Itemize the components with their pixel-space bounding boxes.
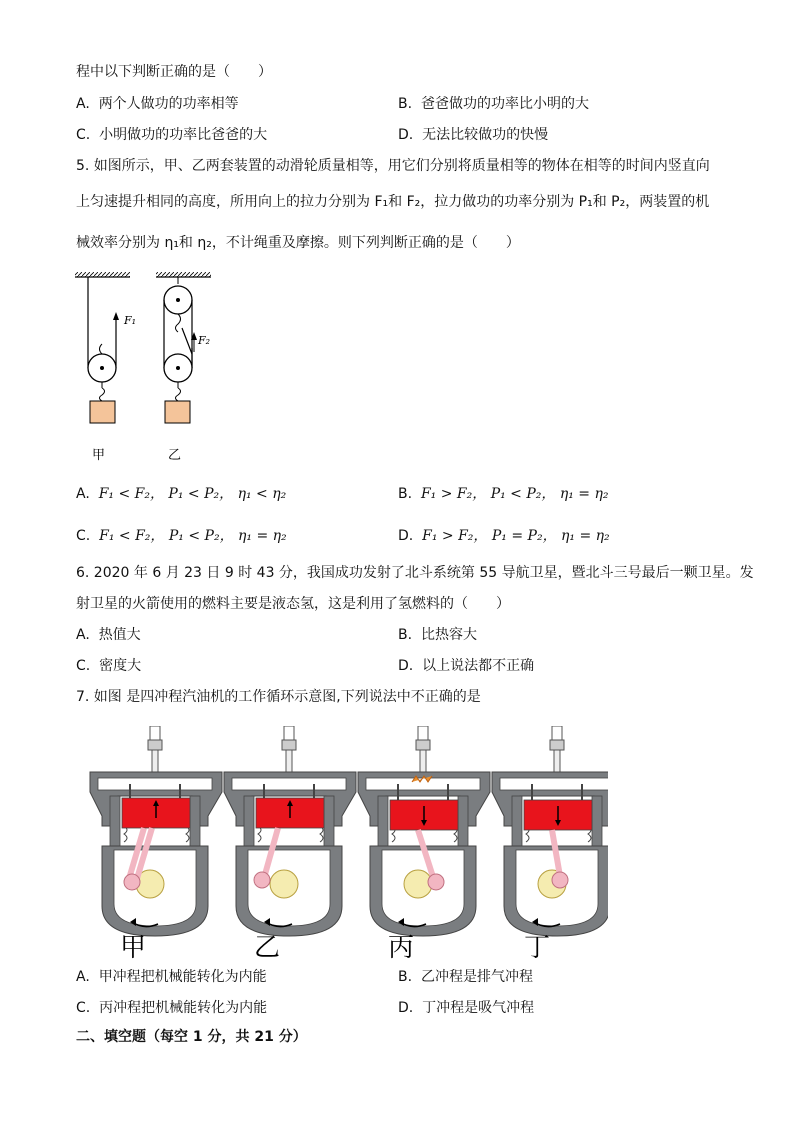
option-text: 丙冲程把机械能转化为内能 xyxy=(99,1000,268,1016)
option-letter: C. xyxy=(76,658,91,674)
caption-yi: 乙 xyxy=(168,448,182,463)
option-text: 无法比较做功的快慢 xyxy=(422,127,549,143)
q4-option-a xyxy=(76,94,239,114)
q7-option-d xyxy=(398,998,534,1018)
q7-option-c xyxy=(76,998,267,1018)
option-letter: B. xyxy=(398,969,413,985)
caption-jia: 甲 xyxy=(92,448,106,463)
force-label-f2: F₂ xyxy=(198,334,211,347)
option-text: 丁冲程是吸气冲程 xyxy=(422,1000,535,1016)
option-text: 比热容大 xyxy=(420,627,477,643)
option-text: 热值大 xyxy=(98,627,141,643)
pulley-setup-yi xyxy=(156,272,211,463)
engine-strokes-figure xyxy=(88,726,608,960)
option-letter: A. xyxy=(76,627,90,643)
option-text: 甲冲程把机械能转化为内能 xyxy=(98,969,267,985)
engine-jia xyxy=(90,726,222,936)
engine-caption-bing: 丙 xyxy=(388,933,415,960)
q6-option-d xyxy=(398,656,534,676)
option-letter: D. xyxy=(398,1000,414,1016)
option-letter: D. xyxy=(398,658,414,674)
option-letter: C. xyxy=(76,528,91,544)
q6-option-c xyxy=(76,656,141,676)
option-letter: C. xyxy=(76,1000,91,1016)
q7-line-1: 7. 如图 是四冲程汽油机的工作循环示意图,下列说法中不正确的是 xyxy=(76,689,481,705)
pulley-setup-jia xyxy=(75,272,136,463)
q5-line-1: 5. 如图所示，甲、乙两套装置的动滑轮质量相等，用它们分别将质量相等的物体在相等的时间内竖直向 xyxy=(76,158,710,174)
q6-line-1: 6. 2020 年 6 月 23 日 9 时 43 分，我国成功发射了北斗系统第 55 导航卫星，暨北斗三号最后一颗卫星。发 xyxy=(76,565,754,581)
q4-option-b xyxy=(398,94,589,114)
q6-option-a xyxy=(76,625,141,645)
option-letter: B. xyxy=(398,96,413,112)
option-letter: B. xyxy=(398,486,413,502)
option-text: 以上说法都不正确 xyxy=(422,658,535,674)
option-text: 两个人做功的功率相等 xyxy=(98,96,239,112)
q5-line-3: 械效率分别为 η₁和 η₂，不计绳重及摩擦。则下列判断正确的是（ ） xyxy=(76,235,520,251)
option-letter: D. xyxy=(398,528,414,544)
pulley-figure xyxy=(70,268,230,468)
q7-option-a xyxy=(76,967,267,987)
option-letter: A. xyxy=(76,486,90,502)
option-text: F₁ < F₂， P₁ < P₂， η₁ = η₂ xyxy=(99,528,287,544)
q4-stem-tail: 程中以下判断正确的是（ ） xyxy=(76,64,272,80)
engine-caption-yi: 乙 xyxy=(254,933,281,960)
engine-yi xyxy=(224,726,356,936)
engine-bing xyxy=(358,726,490,936)
q5-line-2: 上匀速提升相同的高度，所用向上的拉力分别为 F₁和 F₂，拉力做功的功率分别为 P₁和 P₂，两装置的机 xyxy=(76,194,710,210)
option-letter: A. xyxy=(76,96,90,112)
option-text: F₁ > F₂， P₁ = P₂， η₁ = η₂ xyxy=(422,528,610,544)
q4-option-c xyxy=(76,125,267,145)
option-letter: D. xyxy=(398,127,414,143)
option-letter: B. xyxy=(398,627,413,643)
section-heading: 二、填空题（每空 1 分，共 21 分） xyxy=(76,1029,307,1045)
q7-option-b xyxy=(398,967,533,987)
q6-option-b xyxy=(398,625,477,645)
option-letter: A. xyxy=(76,969,90,985)
q5-option-a xyxy=(76,484,286,504)
option-text: 密度大 xyxy=(99,658,142,674)
engine-ding xyxy=(492,726,608,936)
q5-option-c xyxy=(76,526,287,546)
engine-caption-ding: 丁 xyxy=(524,933,551,960)
engine-caption-jia: 甲 xyxy=(120,933,147,960)
option-letter: C. xyxy=(76,127,91,143)
q5-option-d xyxy=(398,526,610,546)
q5-option-b xyxy=(398,484,608,504)
option-text: 乙冲程是排气冲程 xyxy=(420,969,533,985)
option-text: 小明做功的功率比爸爸的大 xyxy=(99,127,268,143)
q6-line-2: 射卫星的火箭使用的燃料主要是液态氢，这是利用了氢燃料的（ ） xyxy=(76,596,510,612)
option-text: 爸爸做功的功率比小明的大 xyxy=(420,96,589,112)
force-label-f1: F₁ xyxy=(124,314,137,327)
q4-option-d xyxy=(398,125,548,145)
option-text: F₁ > F₂， P₁ < P₂， η₁ = η₂ xyxy=(420,486,609,502)
option-text: F₁ < F₂， P₁ < P₂， η₁ < η₂ xyxy=(98,486,287,502)
